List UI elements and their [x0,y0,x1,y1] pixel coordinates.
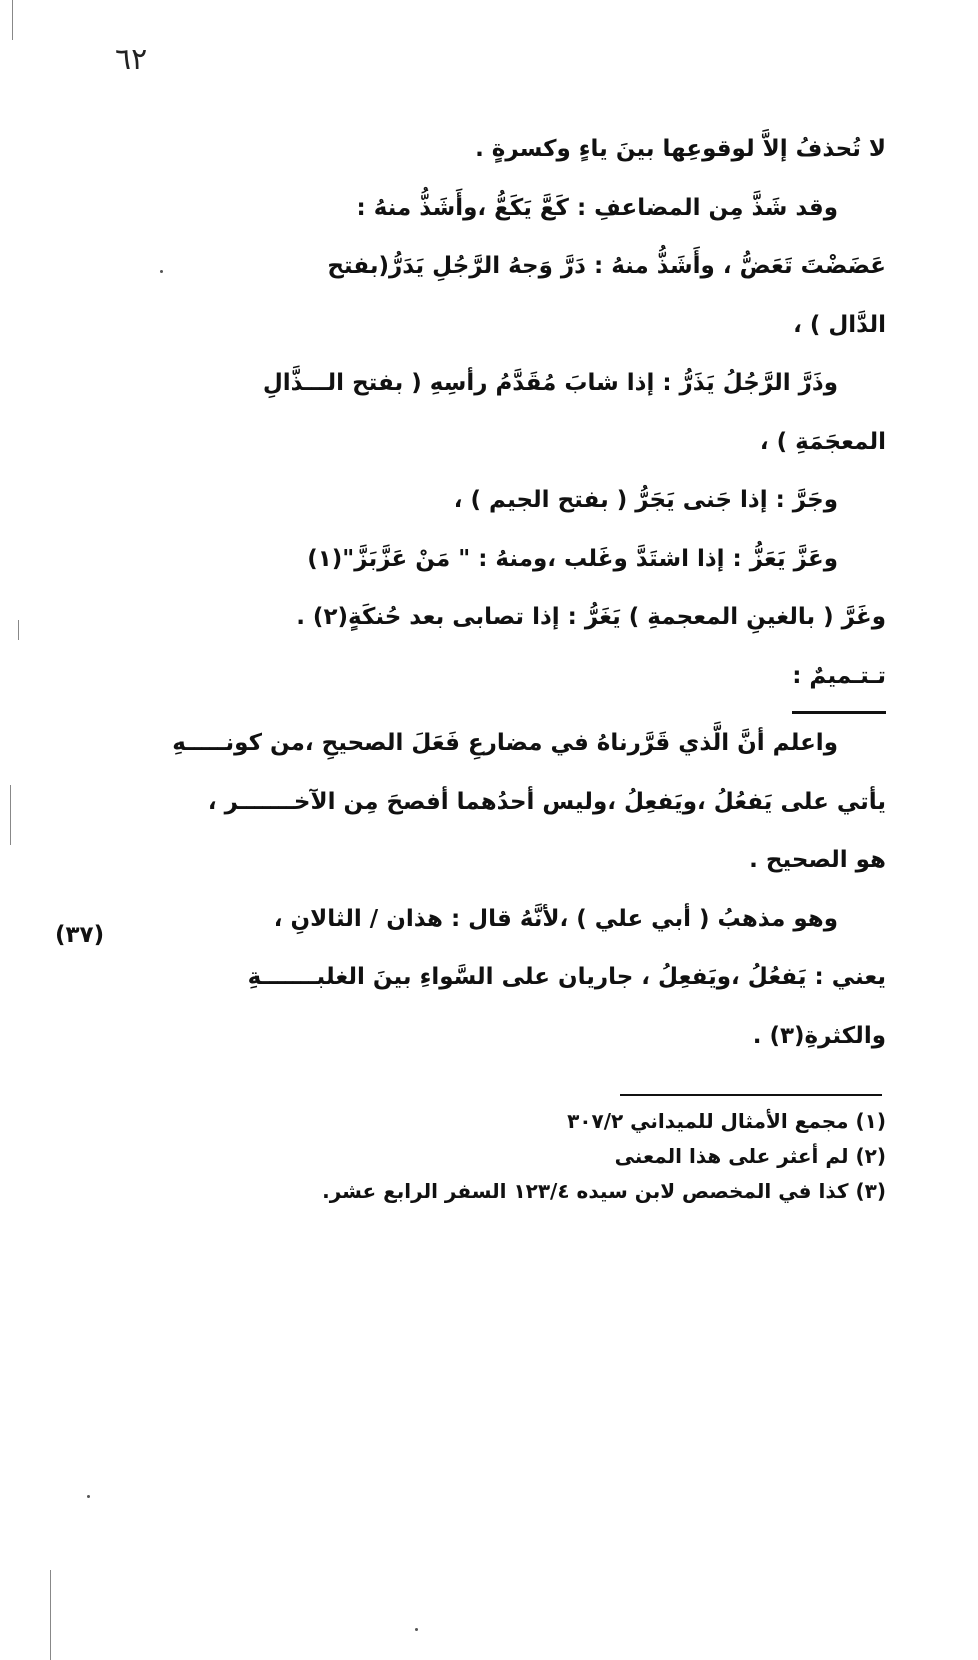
text-line: وعَزَّ يَعَزُّ : إذا اشتَدَّ وغَلب ،ومنهُ : " مَنْ عَزَّبَزَّ"(١) [307,545,838,572]
text-line: وهو مذهبُ ( أبي علي ) ،لأنَّهُ قال : هذان / الثالانِ ، [273,905,838,932]
main-text [126,120,886,1065]
footnote-item: (٢) لم أعثر على هذا المعنى [614,1144,886,1168]
text-line: وغَرَّ ( بالغينِ المعجمةِ ) يَغَرُّ : إذا تصابى بعد حُنكَةٍ(٢) . [296,604,886,630]
scan-speck [415,1628,418,1631]
text-line: هو الصحيح . [749,847,886,873]
scan-speck [160,270,163,273]
text-line: لا تُحذفُ إلاَّ لوقوعِها بينَ ياءٍ وكسرةٍ . [475,136,886,162]
scan-artifact [10,785,11,845]
scan-artifact [12,0,13,40]
text-line: والكثرةِ(٣) . [752,1022,886,1049]
text-line: الدَّال ) ، [793,311,886,338]
scan-artifact [50,1570,51,1660]
text-line: المعجَمَةِ ) ، [759,428,886,455]
text-line: واعلم أنَّ الَّذي قَرَّرناهُ في مضارعِ فَعَلَ الصحيحِ ،من كونـــــهِ [172,730,838,756]
margin-page-number: (٣٧) [55,922,105,948]
section-heading-line [126,647,886,715]
scan-artifact [18,620,19,640]
footnote-item: (١) مجمع الأمثال للميداني ٣٠٧/٢ [567,1109,886,1133]
text-line: يعني : يَفعُلُ ،ويَفعِلُ ، جاريان على السَّواءِ بينَ الغلبـــــــةِ [247,964,886,990]
text-line: وجَرَّ : إذا جَنى يَجَرُّ ( بفتح الجيم ) ، [453,487,838,513]
footnote-item: (٣) كذا في المخصص لابن سيده ١٢٣/٤ السفر الرابع عشر. [322,1179,886,1203]
text-line: وقد شَذَّ مِن المضاعفِ : كَعَّ يَكَعُّ ،وأَشَذُّ منهُ : [356,194,838,221]
scan-speck [87,1495,90,1498]
page-number: ٦٢ [115,42,148,77]
text-line: عَضَضْتَ تَعَضُّ ، وأَشَذُّ منهُ : دَرَّ وَجهُ الرَّجُلِ يَدَرُّ(بفتح [327,253,886,279]
footnote-separator [620,1094,882,1096]
footnotes [186,1104,886,1209]
section-heading: تـتـميمٌ : [792,647,886,715]
text-line: وذَرَّ الرَّجُلُ يَذَرُّ : إذا شابَ مُقَدَّمُ رأسِهِ ( بفتح الـــذَّالِ [262,370,838,396]
text-line: يأتي على يَفعُلُ ،ويَفعِلُ ،وليس أحدُهما أفصحَ مِن الآخـــــــر ، [207,788,886,815]
